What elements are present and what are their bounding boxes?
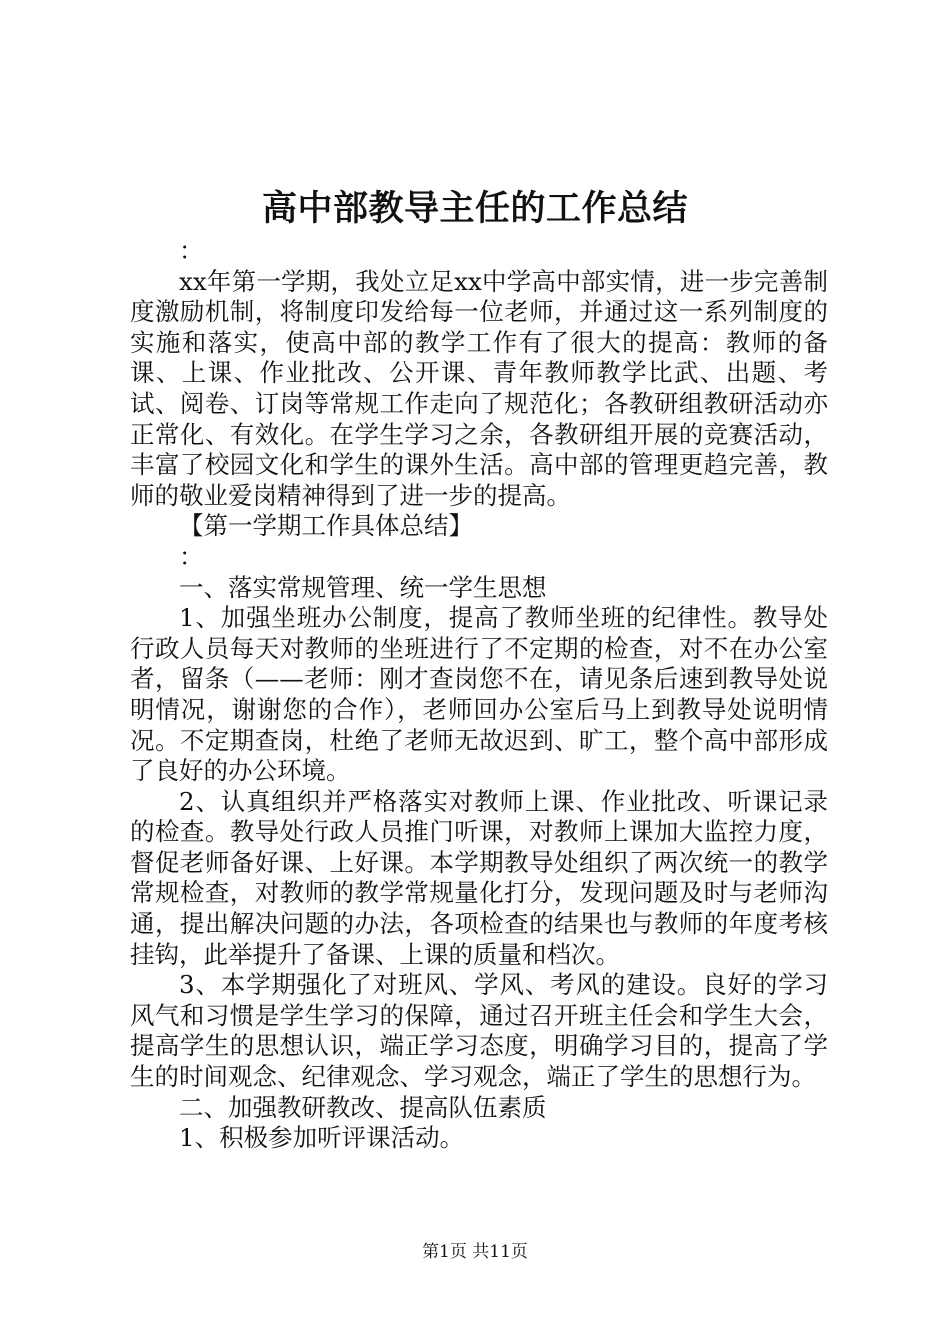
document-title: 高中部教导主任的工作总结 [261, 188, 688, 229]
section-heading-teaching-research: 二、加强教研教改、提高队伍素质 [179, 1092, 547, 1122]
section-heading-semester-summary: 【第一学期工作具体总结】 [179, 511, 473, 541]
paragraph-colon-2: ： [179, 541, 204, 571]
document-body [130, 236, 828, 1154]
paragraph-item-2: 2、认真组织并严格落实对教师上课、作业批改、听课记录的检查。教导处行政人员推门听课，对教师上课加大监控力度，督促老师备好课、上好课。本学期教导处组织了两次统一的教学常规检查，对教师的教学常规量化打分，发现问题及时与老师沟通，提出解决问题的办法，各项检查的结果也与教师的年度考核挂钩，此举提升了备课、上课的质量和档次。 [130, 786, 828, 969]
paragraph-research-item-1: 1、积极参加听评课活动。 [179, 1123, 465, 1153]
paragraph-item-3: 3、本学期强化了对班风、学风、考风的建设。良好的学习风气和习惯是学生学习的保障，通过召开班主任会和学生大会，提高学生的思想认识，端正学习态度，明确学习目的，提高了学生的时间观念、纪律观念、学习观念，端正了学生的思想行为。 [130, 970, 828, 1092]
section-heading-routine-management: 一、落实常规管理、统一学生思想 [179, 572, 547, 602]
paragraph-intro: xx年第一学期，我处立足xx中学高中部实情，进一步完善制度激励机制，将制度印发给每一位老师，并通过这一系列制度的实施和落实，使高中部的教学工作有了很大的提高：教师的备课、上课、作业批改、公开课、青年教师教学比武、出题、考试、阅卷、订岗等常规工作走向了规范化；各教研组教研活动亦正常化、有效化。在学生学习之余，各教研组开展的竞赛活动，丰富了校园文化和学生的课外生活。高中部的管理更趋完善，教师的敬业爱岗精神得到了进一步的提高。 [130, 266, 828, 510]
paragraph-colon-1: ： [179, 236, 204, 265]
page-number-footer: 第1页 共11页 [422, 1242, 528, 1262]
paragraph-item-1: 1、加强坐班办公制度，提高了教师坐班的纪律性。教导处行政人员每天对教师的坐班进行了不定期的检查，对不在办公室者，留条（——老师：刚才查岗您不在，请见条后速到教导处说明情况，谢谢您的合作），老师回办公室后马上到教导处说明情况。不定期查岗，杜绝了老师无故迟到、旷工，整个高中部形成了良好的办公环境。 [130, 603, 828, 786]
